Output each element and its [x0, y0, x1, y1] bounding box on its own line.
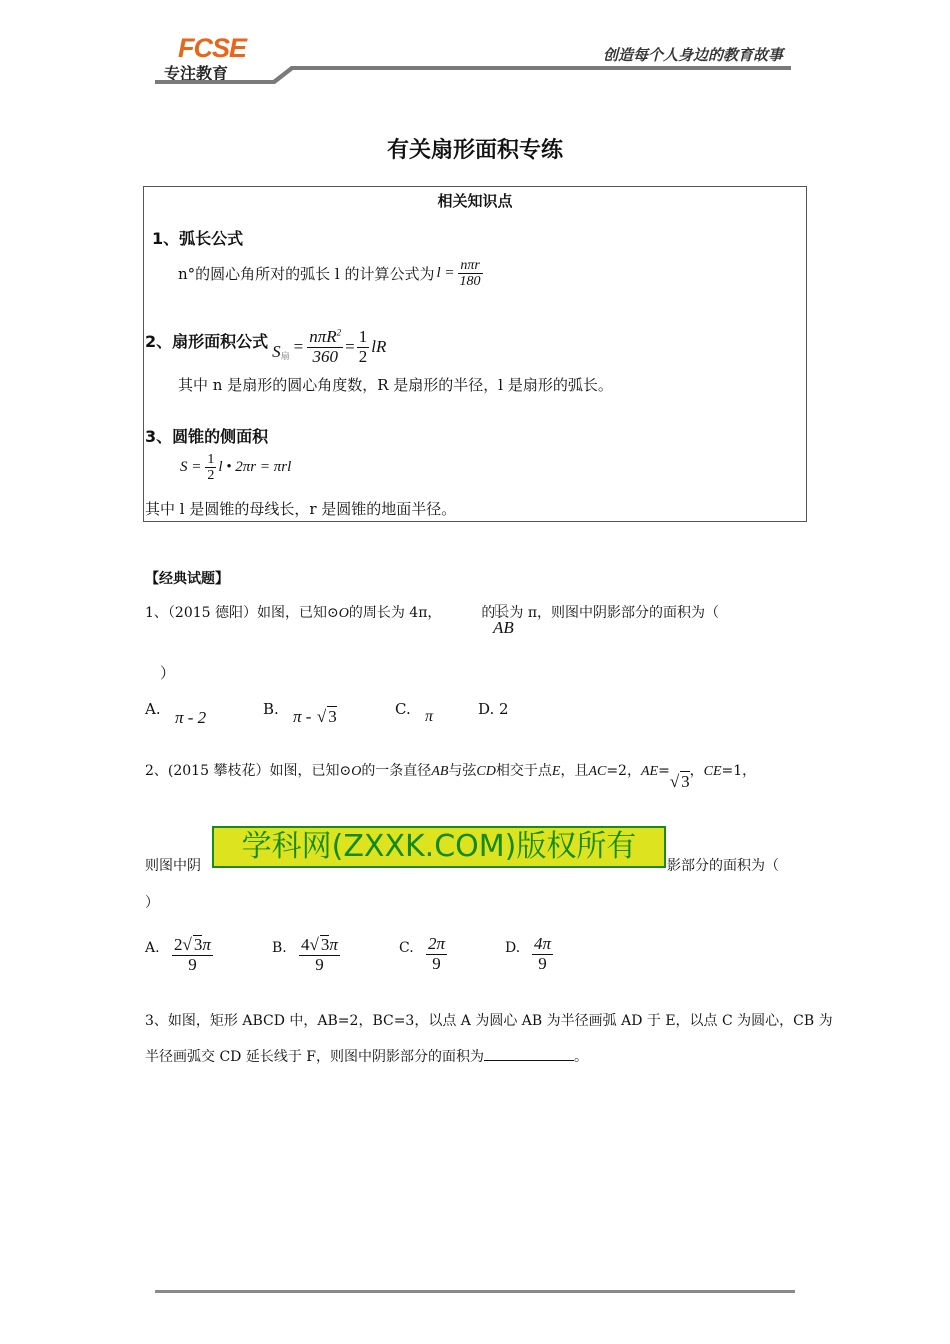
q2-option-c-den: 9: [432, 953, 441, 973]
q2-O: O: [351, 764, 362, 779]
q2-line2-b: 影部分的面积为（: [667, 858, 779, 874]
sector-area-S: S: [272, 342, 281, 362]
sector-area-numerator: nπR: [309, 327, 337, 346]
sector-area-fraction: [307, 328, 343, 366]
logo-text: FCSE: [178, 33, 247, 63]
q2-option-a: $\frac{2√ 3\pi}{9}$: [174, 935, 211, 974]
q3-line2-text: 半径画弧交 CD 延长线于 F，则图中阴影部分的面积为: [145, 1049, 484, 1065]
q3-answer-blank: [484, 1046, 574, 1061]
q1-option-b: π - √ 3: [293, 707, 337, 726]
q1-text-a: 1、（2015 德阳）如图，已知⊙: [145, 605, 339, 621]
cone-half: [205, 452, 216, 484]
q2-line2-a: 则图中阴: [145, 858, 201, 874]
q1-option-b-label: B.: [263, 700, 279, 718]
sector-area-half: [357, 328, 370, 366]
sector-area-description: 其中 n 是扇形的圆心角度数，R 是扇形的半径，l 是扇形的弧长。: [178, 376, 613, 394]
q2-E: E: [551, 764, 561, 779]
q3-end: 。: [574, 1049, 588, 1065]
q2-option-d: [532, 935, 553, 973]
q2-text-d: 相交于点: [495, 763, 552, 779]
cone-formula: [180, 452, 291, 484]
q2-option-b-radicand: 3: [320, 935, 330, 954]
q2-AB: AB: [431, 764, 449, 779]
q2-CD: CD: [476, 764, 496, 779]
arc-length-denominator: 180: [459, 274, 481, 290]
q2-option-a-label: A.: [145, 940, 160, 956]
q2-option-c: [426, 935, 447, 973]
q2-option-b-label: B.: [272, 940, 287, 956]
q2-option-c-num: 2π: [428, 934, 446, 953]
header-rule: [155, 58, 795, 84]
q2-close-paren: ）: [145, 895, 159, 911]
arc-symbol-icon: [495, 604, 507, 616]
q1-option-b-pre: π -: [293, 707, 312, 726]
q2-option-c-label: C.: [399, 940, 414, 956]
arc-length-fraction: [458, 258, 483, 290]
q1-text-c: 的长为 π，则图中阴影部分的面积为（: [481, 605, 720, 621]
q2-text-e: ，且: [560, 763, 589, 779]
q1-option-a-label: A.: [145, 700, 161, 718]
q2-text-h: ，: [689, 763, 704, 779]
q2-option-a-den: 9: [188, 954, 197, 974]
q1-text-b: 的周长为 4π，: [348, 605, 442, 621]
q3-line1: 3、如图，矩形 ABCD 中，AB=2，BC=3，以点 A 为圆心 AB 为半径画弧 AD 于 E，以点 C 为圆心，CB 为: [145, 1013, 833, 1029]
q2-option-d-den: 9: [538, 953, 547, 973]
q2-option-d-num: 4π: [534, 934, 552, 953]
q2-radicand: 3: [681, 772, 690, 791]
q1-option-c: π: [425, 708, 434, 725]
cone-half-den: 2: [207, 468, 215, 484]
q1-arc-AB: AB: [493, 618, 514, 637]
question-2: 2、(2015 攀枝花）如图，已知⊙O的一条直径AB与弦CD相交于点E，且AC=2，AE=√ 3，CE=1，: [145, 763, 757, 791]
arc-length-numerator: nπr: [458, 258, 483, 274]
q1-circle-O: O: [338, 606, 349, 621]
q1-option-c-label: C.: [395, 700, 411, 718]
exercises-heading: 【经典试题】: [145, 571, 229, 587]
question-1: [145, 602, 719, 622]
q2-text-f: =2，: [606, 763, 641, 779]
q2-CE: CE: [703, 764, 722, 779]
sector-area-eq2: =: [345, 337, 355, 357]
knowledge-heading: 相关知识点: [437, 192, 513, 210]
arc-length-text: n°的圆心角所对的弧长 l 的计算公式为: [178, 265, 435, 284]
sector-area-subscript: 扇: [280, 351, 290, 362]
footer-rule: [155, 1290, 795, 1293]
q1-option-d: D. 2: [478, 700, 509, 718]
q2-text-c: 与弦: [448, 763, 477, 779]
q2-option-a-pi: π: [202, 935, 211, 954]
arc-length-formula: [178, 258, 483, 290]
cone-lhs: S =: [180, 459, 202, 476]
header-slogan: 创造每个人身边的教育故事: [603, 46, 784, 64]
q2-option-d-label: D.: [505, 940, 521, 956]
q2-option-b-den: 9: [315, 954, 324, 974]
q2-text-g: =: [658, 763, 670, 779]
sector-area-sup: 2: [336, 327, 342, 338]
cone-half-num: 1: [207, 452, 215, 467]
sector-area-tail: lR: [371, 337, 387, 357]
q2-option-a-coef: 2: [174, 935, 183, 954]
sector-area-row: [145, 314, 386, 366]
section-arc-length-title: 1、弧长公式: [152, 229, 244, 248]
cone-rest: l • 2πr = πrl: [218, 459, 292, 476]
sector-area-half-den: 2: [358, 346, 368, 366]
q2-option-b-pi: π: [329, 935, 338, 954]
q2-text-b: 的一条直径: [361, 763, 432, 779]
cone-description: 其中 l 是圆锥的母线长，r 是圆锥的地面半径。: [145, 500, 457, 518]
q2-text-i: =1，: [721, 763, 757, 779]
arc-length-lhs: l =: [436, 265, 455, 282]
sector-area-half-num: 1: [358, 327, 368, 346]
q1-option-a: π - 2: [175, 708, 207, 727]
q1-close-paren: ）: [160, 664, 176, 682]
q2-AC: AC: [588, 764, 607, 779]
q2-option-b: $\frac{4√ 3\pi}{9}$: [301, 935, 338, 974]
q2-option-b-coef: 4: [301, 935, 310, 954]
q1-option-b-radicand: 3: [328, 707, 337, 726]
section-sector-area-title: 2、扇形面积公式: [145, 331, 269, 351]
logo-subtext: 专注教育: [164, 64, 229, 83]
watermark-banner: 学科网(ZXXK.COM)版权所有: [212, 826, 666, 868]
page-title: 有关扇形面积专练: [386, 138, 563, 163]
section-cone-title: 3、圆锥的侧面积: [145, 427, 269, 446]
q2-option-a-radicand: 3: [193, 935, 203, 954]
q3-line2: [145, 1046, 588, 1066]
q2-AE: AE: [640, 764, 659, 779]
sector-area-eq1: =: [293, 337, 304, 357]
sector-area-denominator: 360: [312, 346, 338, 366]
q2-text-a: 2、(2015 攀枝花）如图，已知⊙: [145, 763, 352, 779]
